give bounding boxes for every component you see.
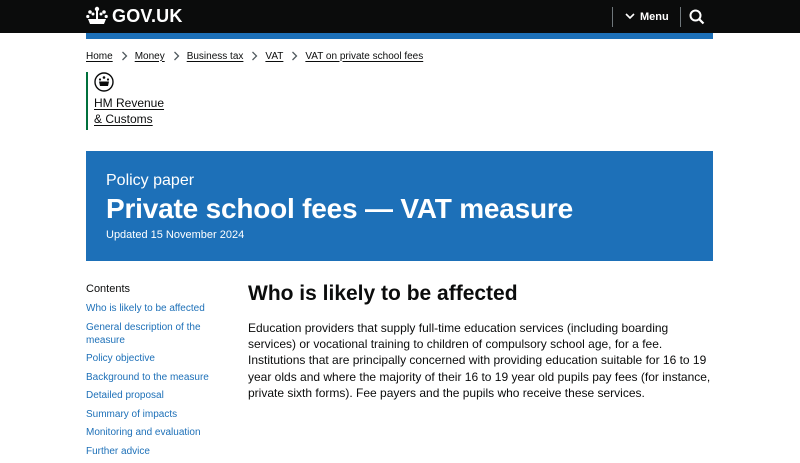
chevron-right-icon bbox=[251, 51, 258, 61]
royal-crest-icon bbox=[94, 72, 186, 92]
breadcrumb-item bbox=[165, 51, 244, 62]
contents-link[interactable]: General description of the measure bbox=[86, 321, 201, 346]
organisation-name-line: & Customs bbox=[94, 112, 153, 126]
last-updated-date: Updated 15 November 2024 bbox=[106, 229, 245, 241]
govuk-logo-link[interactable] bbox=[86, 6, 183, 26]
organisation-logo-link[interactable] bbox=[86, 72, 186, 130]
contents-link[interactable]: Background to the measure bbox=[86, 371, 209, 383]
site-header bbox=[0, 0, 800, 33]
crown-icon bbox=[86, 6, 108, 26]
organisation-name-line: HM Revenue bbox=[94, 96, 165, 110]
chevron-right-icon bbox=[121, 51, 128, 61]
contents-link[interactable]: Further advice bbox=[86, 445, 150, 457]
breadcrumb-item bbox=[86, 51, 113, 62]
page-title: Private school fees — VAT measure bbox=[106, 193, 573, 224]
govuk-logo-text: GOV.UK bbox=[112, 5, 183, 26]
breadcrumb-item bbox=[283, 51, 423, 62]
contents-link[interactable]: Monitoring and evaluation bbox=[86, 427, 201, 438]
organisation-name bbox=[94, 95, 186, 127]
contents-link[interactable]: Who is likely to be affected bbox=[86, 303, 205, 314]
breadcrumb-link-home[interactable]: Home bbox=[86, 50, 113, 62]
contents-link[interactable]: Detailed proposal bbox=[86, 390, 164, 401]
breadcrumb-link-money[interactable]: Money bbox=[134, 50, 165, 62]
section-paragraph: Education providers that supply full-time education services (including boarding services) or vocational training to children of compulsory school age, for a fee. Institutions that are principally concerned with providing education suitable for 16 to 19 year olds and where the majority of their 16 to 19 year old pupils pay fees (for instance, private sixth forms). Fee payers and the pupils who receive these services. bbox=[248, 321, 711, 400]
section-heading: Who is likely to be affected bbox=[248, 282, 518, 305]
chevron-right-icon bbox=[173, 51, 180, 61]
breadcrumb-item bbox=[243, 51, 283, 62]
breadcrumb-link-vat-private-school-fees[interactable]: VAT on private school fees bbox=[305, 50, 424, 62]
contents-heading: Contents bbox=[86, 283, 131, 295]
breadcrumb-item bbox=[113, 51, 165, 62]
header-divider bbox=[612, 7, 613, 27]
breadcrumb bbox=[86, 49, 423, 63]
contents-link[interactable]: Policy objective bbox=[86, 353, 155, 364]
search-icon bbox=[689, 12, 705, 29]
chevron-right-icon bbox=[291, 51, 298, 61]
page-header-banner bbox=[86, 151, 713, 261]
contents-list bbox=[86, 302, 226, 458]
contents-nav bbox=[86, 282, 226, 463]
menu-button-label: Menu bbox=[640, 11, 669, 23]
breadcrumb-link-vat[interactable]: VAT bbox=[265, 50, 284, 62]
search-button[interactable] bbox=[689, 9, 705, 25]
document-type: Policy paper bbox=[106, 172, 195, 189]
menu-button[interactable] bbox=[625, 9, 669, 25]
main-content bbox=[248, 280, 713, 401]
chevron-down-icon bbox=[625, 11, 640, 23]
header-blue-bar bbox=[86, 33, 713, 39]
contents-link[interactable]: Summary of impacts bbox=[86, 408, 178, 420]
header-divider bbox=[680, 7, 681, 27]
breadcrumb-link-business-tax[interactable]: Business tax bbox=[186, 50, 244, 62]
